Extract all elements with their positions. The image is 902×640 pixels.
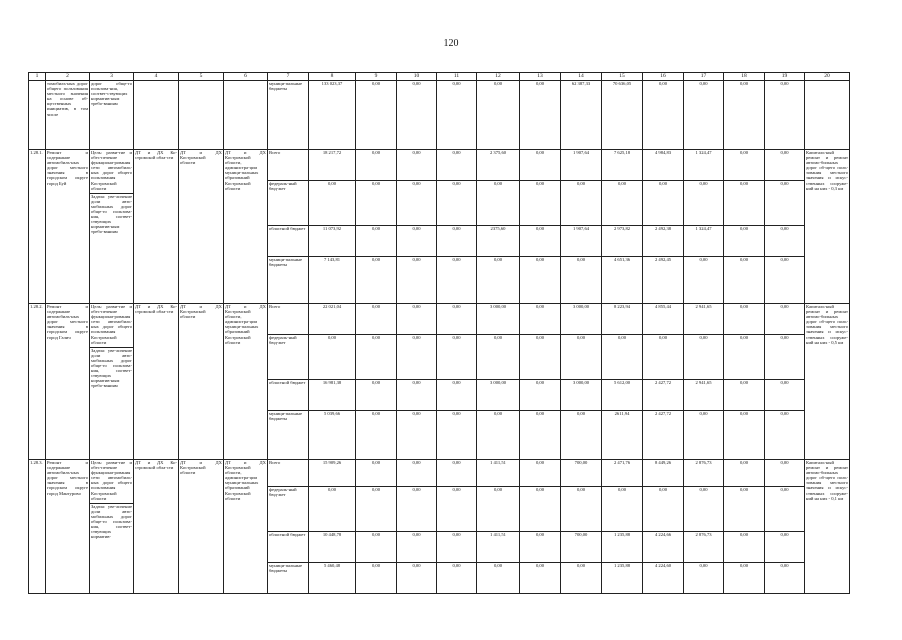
column-number: 14 xyxy=(561,73,602,81)
measure-name-cell: томобиль-ных дорог общего пользования местного значения на основе об-щественных инициатив, в том числе xyxy=(46,81,90,150)
amount-cell: 0,00 xyxy=(724,532,765,563)
amount-cell: 0,00 xyxy=(520,532,561,563)
result-cell: Капиталь-ный ремонт и ремонт автомо-бильных дорог об-щего поль-зования местного значения и искус-ственных сооруже-ний на них - 0,5 км xyxy=(805,304,850,460)
task-text: Задача: уве-личение доли авто-мобильных дорог обще-го пользова-ния, соответ-ствующих норматив-ным требо-ваниям xyxy=(91,347,132,389)
amount-cell: 0,00 xyxy=(561,257,602,304)
amount-cell: 0,00 xyxy=(397,226,437,257)
amount-cell: 7 143,81 xyxy=(309,257,356,304)
page-number: 120 xyxy=(443,38,459,49)
amount-cell: 0,00 xyxy=(437,150,477,181)
amount-cell: 0,00 xyxy=(437,335,477,380)
amount-cell: 0,00 xyxy=(765,487,805,532)
funding-source-cell: Всего xyxy=(268,150,309,181)
amount-cell: 0,00 xyxy=(397,81,437,150)
goal-task-cell xyxy=(90,304,134,460)
amount-cell: 0,00 xyxy=(520,181,561,226)
amount-cell: 3 000,00 xyxy=(477,380,520,411)
amount-cell: 0,00 xyxy=(765,335,805,380)
task-text: Задача: уве-личение доли авто-мобильных дорог обще-го пользова-ния, соответ-ствующих норматив- xyxy=(91,503,132,540)
amount-cell: 0,00 xyxy=(356,563,397,594)
item-number-cell: 1.28.1. xyxy=(29,150,46,304)
amount-cell: 0,00 xyxy=(765,411,805,460)
amount-cell: 0,00 xyxy=(561,487,602,532)
executor-cell: ДТ и ДХ Ко-стромской обла-сти xyxy=(134,304,179,460)
amount-cell: 0,00 xyxy=(356,335,397,380)
amount-cell: 11 073,92 xyxy=(309,226,356,257)
amount-cell: 0,00 xyxy=(520,150,561,181)
amount-cell: 0,00 xyxy=(684,487,724,532)
measure-name-cell: Ремонт и содержание автомобиль-ных дорог местного значения в городском округе город Мантурово xyxy=(46,460,90,594)
executor-cell: ДТ и ДХ Ко-стромской обла-сти xyxy=(134,150,179,304)
result-cell xyxy=(805,81,850,150)
amount-cell: 2 427,72 xyxy=(643,380,684,411)
amount-cell: 0,00 xyxy=(477,487,520,532)
executor-cell: ДТ и ДХ Костромской области, администра-ции муници-пальных образований Костромской области xyxy=(224,460,268,594)
amount-cell: 0,00 xyxy=(397,380,437,411)
column-number: 1 xyxy=(29,73,46,81)
amount-cell: 0,00 xyxy=(561,181,602,226)
amount-cell: 0,00 xyxy=(437,181,477,226)
executor-cell: ДТ и ДХ Костромской области xyxy=(179,150,224,304)
funding-source-cell: областной бюджет xyxy=(268,226,309,257)
amount-cell: 0,00 xyxy=(643,181,684,226)
column-number: 5 xyxy=(179,73,224,81)
amount-cell: 0,00 xyxy=(724,335,765,380)
column-number: 2 xyxy=(46,73,90,81)
column-number: 19 xyxy=(765,73,805,81)
amount-cell: 0,00 xyxy=(309,487,356,532)
amount-cell: 0,00 xyxy=(397,487,437,532)
amount-cell: 700,00 xyxy=(561,460,602,487)
amount-cell: 0,00 xyxy=(356,257,397,304)
executor-cell: ДТ и ДХ Ко-стромской обла-сти xyxy=(134,460,179,594)
amount-cell: 700,00 xyxy=(561,532,602,563)
amount-cell: 0,00 xyxy=(397,563,437,594)
amount-cell: 0,00 xyxy=(356,181,397,226)
funding-source-cell: федераль-ный бюд-жет xyxy=(268,487,309,532)
amount-cell: 0,00 xyxy=(397,335,437,380)
measure-name-cell: Ремонт и содержание автомобиль-ных дорог местного значения в городском округе город Буй xyxy=(46,150,90,304)
amount-cell: 1 324,47 xyxy=(684,226,724,257)
amount-cell: 1 324,47 xyxy=(684,150,724,181)
amount-cell: 133 023,37 xyxy=(309,81,356,150)
amount-cell: 0,00 xyxy=(520,411,561,460)
amount-cell: 8 223,94 xyxy=(602,304,643,335)
amount-cell: 0,00 xyxy=(356,226,397,257)
column-number: 17 xyxy=(684,73,724,81)
amount-cell: 0,00 xyxy=(724,380,765,411)
column-number: 7 xyxy=(268,73,309,81)
amount-cell: 0,00 xyxy=(520,335,561,380)
amount-cell: 0,00 xyxy=(643,81,684,150)
column-number: 8 xyxy=(309,73,356,81)
goal-text: Цель: разви-тие и обес-печение функциони-рования сети автомобиль-ных дорог общего пользования Костромской области xyxy=(91,304,132,345)
amount-cell: 0,00 xyxy=(724,563,765,594)
amount-cell: 1 907,64 xyxy=(561,150,602,181)
amount-cell: 16 981,38 xyxy=(309,380,356,411)
amount-cell: 2 973,82 xyxy=(602,226,643,257)
amount-cell: 2 492,45 xyxy=(643,257,684,304)
amount-cell: 2 941,65 xyxy=(684,304,724,335)
amount-cell: 1 235,88 xyxy=(602,563,643,594)
amount-cell: 0,00 xyxy=(765,563,805,594)
amount-cell: 0,00 xyxy=(437,304,477,335)
amount-cell: 1 907,64 xyxy=(561,226,602,257)
column-number: 3 xyxy=(90,73,134,81)
amount-cell: 7 625,18 xyxy=(602,150,643,181)
amount-cell: 0,00 xyxy=(477,335,520,380)
amount-cell: 0,00 xyxy=(520,460,561,487)
column-number: 11 xyxy=(437,73,477,81)
amount-cell: 0,00 xyxy=(561,563,602,594)
table-body xyxy=(29,73,850,594)
amount-cell: 0,00 xyxy=(765,532,805,563)
amount-cell: 0,00 xyxy=(520,563,561,594)
funding-source-cell: муници-пальные бюджеты xyxy=(268,563,309,594)
amount-cell: 2611,94 xyxy=(602,411,643,460)
amount-cell: 0,00 xyxy=(309,181,356,226)
amount-cell: 0,00 xyxy=(561,411,602,460)
amount-cell: 0,00 xyxy=(724,257,765,304)
amount-cell: 2 492,38 xyxy=(643,226,684,257)
funding-source-cell: муници-пальные бюджеты xyxy=(268,411,309,460)
amount-cell: 0,00 xyxy=(477,181,520,226)
amount-cell: 0,00 xyxy=(643,335,684,380)
amount-cell: 0,00 xyxy=(724,304,765,335)
amount-cell: 3 000,00 xyxy=(561,304,602,335)
amount-cell: 0,00 xyxy=(684,563,724,594)
amount-cell: 18 217,72 xyxy=(309,150,356,181)
amount-cell: 0,00 xyxy=(356,81,397,150)
table-row xyxy=(29,81,850,150)
budget-table xyxy=(28,72,850,594)
amount-cell: 0,00 xyxy=(724,226,765,257)
amount-cell: 0,00 xyxy=(477,563,520,594)
amount-cell: 8 449,26 xyxy=(643,460,684,487)
amount-cell: 0,00 xyxy=(520,226,561,257)
amount-cell: 0,00 xyxy=(397,257,437,304)
column-number: 16 xyxy=(643,73,684,81)
table-row xyxy=(29,460,850,487)
amount-cell: 0,00 xyxy=(520,81,561,150)
amount-cell: 0,00 xyxy=(397,460,437,487)
table-row xyxy=(29,304,850,335)
amount-cell: 4 224,66 xyxy=(643,532,684,563)
amount-cell: 0,00 xyxy=(520,304,561,335)
funding-source-cell: федераль-ный бюд-жет xyxy=(268,335,309,380)
amount-cell: 0,00 xyxy=(397,304,437,335)
amount-cell: 0,00 xyxy=(643,487,684,532)
amount-cell: 0,00 xyxy=(684,411,724,460)
column-number: 15 xyxy=(602,73,643,81)
amount-cell: 2 876,73 xyxy=(684,532,724,563)
column-number: 6 xyxy=(224,73,268,81)
amount-cell: 0,00 xyxy=(561,335,602,380)
amount-cell: 0,00 xyxy=(356,487,397,532)
amount-cell: 0,00 xyxy=(356,380,397,411)
amount-cell: 1 411,51 xyxy=(477,532,520,563)
result-cell: Капиталь-ный ремонт и ремонт автомо-бильных дорог об-щего поль-зования местного значения и искус-ственных сооруже-ний на них - 0,1 км xyxy=(805,460,850,594)
amount-cell: 0,00 xyxy=(397,150,437,181)
amount-cell: 5 460,48 xyxy=(309,563,356,594)
amount-cell: 4 651,36 xyxy=(602,257,643,304)
amount-cell: 0,00 xyxy=(765,304,805,335)
amount-cell: 0,00 xyxy=(437,487,477,532)
amount-cell: 4 224,60 xyxy=(643,563,684,594)
amount-cell: 0,00 xyxy=(356,532,397,563)
amount-cell: 0,00 xyxy=(765,181,805,226)
goal-task-cell xyxy=(90,460,134,594)
amount-cell: 0,00 xyxy=(356,460,397,487)
amount-cell: 4 855,44 xyxy=(643,304,684,335)
amount-cell: 0,00 xyxy=(437,411,477,460)
funding-source-cell: Всего xyxy=(268,304,309,335)
amount-cell: 0,00 xyxy=(437,532,477,563)
column-number: 18 xyxy=(724,73,765,81)
amount-cell: 0,00 xyxy=(356,411,397,460)
amount-cell: 0,00 xyxy=(765,460,805,487)
executor-cell: ДТ и ДХ Костромской области xyxy=(179,460,224,594)
amount-cell: 0,00 xyxy=(477,81,520,150)
amount-cell: 0,00 xyxy=(724,81,765,150)
column-number: 4 xyxy=(134,73,179,81)
amount-cell: 0,00 xyxy=(397,411,437,460)
measure-name-cell: Ремонт и содержание автомобиль-ных дорог местного значения в городском округе город Галич xyxy=(46,304,90,460)
amount-cell: 0,00 xyxy=(724,411,765,460)
amount-cell: 0,00 xyxy=(477,257,520,304)
amount-cell: 0,00 xyxy=(520,380,561,411)
amount-cell: 0,00 xyxy=(765,81,805,150)
amount-cell: 0,00 xyxy=(520,257,561,304)
amount-cell: 0,00 xyxy=(437,460,477,487)
amount-cell: 0,00 xyxy=(437,563,477,594)
result-cell: Капиталь-ный ремонт и ремонт автомо-бильных дорог об-щего поль-зования местного значения и искус-ственных сооруже-ний на них - 0,3 км xyxy=(805,150,850,304)
amount-cell: 0,00 xyxy=(602,181,643,226)
goal-text: Цель: разви-тие и обес-печение функциони-рования сети автомобиль-ных дорог общего пользования Костромской области xyxy=(91,150,132,191)
amount-cell: 62 387,33 xyxy=(561,81,602,150)
amount-cell: 0,00 xyxy=(765,257,805,304)
amount-cell: 0,00 xyxy=(309,335,356,380)
executor-cell: ДТ и ДХ Костромской области, администра-ции муници-пальных образований Костромской области xyxy=(224,304,268,460)
amount-cell: 0,00 xyxy=(437,81,477,150)
amount-cell: 0,00 xyxy=(724,460,765,487)
amount-cell: 2 876,73 xyxy=(684,460,724,487)
header-row xyxy=(29,73,850,81)
amount-cell: 0,00 xyxy=(356,304,397,335)
amount-cell: 5 039,66 xyxy=(309,411,356,460)
amount-cell: 0,00 xyxy=(684,181,724,226)
amount-cell: 3 000,00 xyxy=(561,380,602,411)
amount-cell: 0,00 xyxy=(437,380,477,411)
task-text: Задача: уве-личение доли авто-мобильных дорог обще-го пользова-ния, соответ-ствующих норматив-ным требо-ваниям xyxy=(91,193,132,235)
amount-cell: 0,00 xyxy=(520,487,561,532)
column-number: 9 xyxy=(356,73,397,81)
amount-cell: 0,00 xyxy=(397,532,437,563)
amount-cell: 1 411,51 xyxy=(477,460,520,487)
amount-cell: 4 984,83 xyxy=(643,150,684,181)
amount-cell: 0,00 xyxy=(437,226,477,257)
column-number: 12 xyxy=(477,73,520,81)
executor-cell xyxy=(224,81,268,150)
funding-source-cell: Всего xyxy=(268,460,309,487)
column-number: 20 xyxy=(805,73,850,81)
amount-cell: 0,00 xyxy=(765,226,805,257)
amount-cell: 3 000,00 xyxy=(477,304,520,335)
amount-cell: 0,00 xyxy=(602,487,643,532)
item-number-cell: 1.28.2. xyxy=(29,304,46,460)
funding-source-cell: областной бюджет xyxy=(268,380,309,411)
amount-cell: 2375,60 xyxy=(477,226,520,257)
amount-cell: 15 909,26 xyxy=(309,460,356,487)
amount-cell: 0,00 xyxy=(724,181,765,226)
amount-cell: 0,00 xyxy=(765,380,805,411)
executor-cell xyxy=(179,81,224,150)
funding-source-cell: областной бюджет xyxy=(268,532,309,563)
item-number-cell xyxy=(29,81,46,150)
amount-cell: 0,00 xyxy=(765,150,805,181)
funding-source-cell: муници-пальные бюджеты xyxy=(268,81,309,150)
amount-cell: 2 941,65 xyxy=(684,380,724,411)
amount-cell: 1 235,88 xyxy=(602,532,643,563)
executor-cell xyxy=(134,81,179,150)
amount-cell: 0,00 xyxy=(437,257,477,304)
amount-cell: 2 427,72 xyxy=(643,411,684,460)
goal-task-cell xyxy=(90,150,134,304)
amount-cell: 5 612,00 xyxy=(602,380,643,411)
table-row xyxy=(29,150,850,181)
amount-cell: 0,00 xyxy=(724,487,765,532)
amount-cell: 0,00 xyxy=(602,335,643,380)
column-number: 13 xyxy=(520,73,561,81)
amount-cell: 70 636,05 xyxy=(602,81,643,150)
goal-text: Цель: разви-тие и обес-печение функциони-рования сети автомобиль-ных дорог общего пользования Костромской области xyxy=(91,460,132,501)
funding-source-cell: муници-пальные бюджеты xyxy=(268,257,309,304)
item-number-cell: 1.28.3. xyxy=(29,460,46,594)
amount-cell: 0,00 xyxy=(684,257,724,304)
amount-cell: 10 448,78 xyxy=(309,532,356,563)
amount-cell: 22 021,04 xyxy=(309,304,356,335)
executor-cell: ДТ и ДХ Костромской области xyxy=(179,304,224,460)
amount-cell: 0,00 xyxy=(684,81,724,150)
column-number: 10 xyxy=(397,73,437,81)
executor-cell: ДТ и ДХ Костромской области, администра-ции муници-пальных образований Костромской области xyxy=(224,150,268,304)
amount-cell: 0,00 xyxy=(724,150,765,181)
amount-cell: 0,00 xyxy=(356,150,397,181)
amount-cell: 2 471,76 xyxy=(602,460,643,487)
amount-cell: 2 375,60 xyxy=(477,150,520,181)
amount-cell: 0,00 xyxy=(397,181,437,226)
funding-source-cell: федераль-ный бюд-жет xyxy=(268,181,309,226)
goal-task-cell: дорог обще-го пользова-ния, соответ-ствующих норматив-ным требо-ваниям xyxy=(90,81,134,150)
amount-cell: 0,00 xyxy=(477,411,520,460)
amount-cell: 0,00 xyxy=(684,335,724,380)
